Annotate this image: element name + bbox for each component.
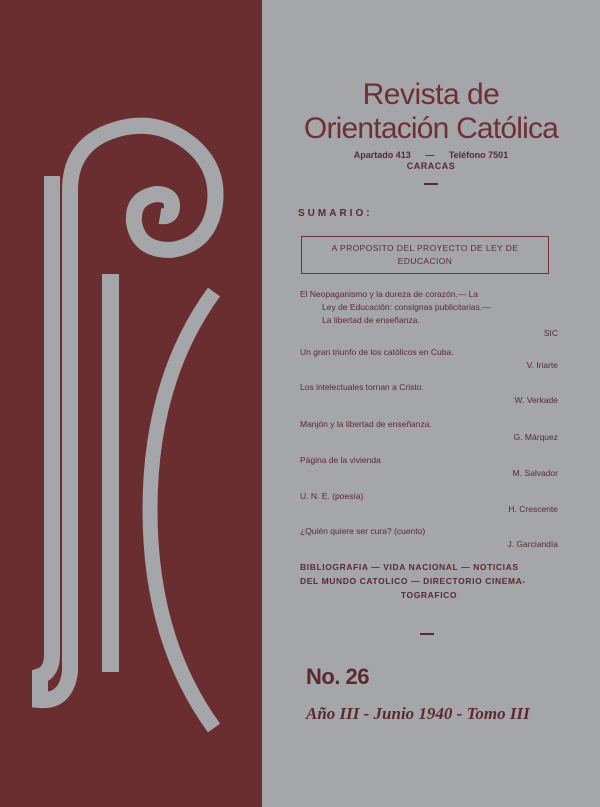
masthead [262,78,600,185]
list-item [300,454,558,480]
item-title: ¿Quién quiere ser cura? (cuento) [300,526,426,536]
featured-box [301,236,549,274]
sections-line: TOGRAFICO [400,590,458,600]
item-title: U. N. E. (poesía) [300,491,364,501]
issue-number: No. 26 [306,664,370,689]
contact-line [262,150,600,160]
item-line: El Neopaganismo y la dureza de corazón.— La [300,289,479,299]
item-author: J. Garciandía [507,539,558,549]
apartado: Apartado 413 [353,150,411,160]
list-item [300,490,558,516]
sections-list [300,560,558,602]
masthead-divider [424,183,438,185]
item-title: Los intelectuales tornan a Cristo. [300,382,424,392]
sumario-heading: SUMARIO: [298,208,373,219]
item-author: W. Verkade [514,395,558,405]
item-author: H. Crescente [508,504,558,514]
item-author: G. Márquez [513,432,558,442]
sections-line: BIBLIOGRAFIA — VIDA NACIONAL — NOTICIAS [300,562,519,572]
issue-date: Año III - Junio 1940 - Tomo III [306,704,530,723]
item-title: Manjón y la libertad de enseñanza. [300,419,432,429]
sic-crosier-logo [0,0,262,807]
title-line-1: Revista de [362,78,500,111]
list-item [300,381,558,407]
city: CARACAS [406,161,456,171]
list-item [300,346,558,372]
footer-divider [420,633,434,635]
title-line-2: Orientación Católica [303,112,559,145]
telefono: Teléfono 7501 [448,150,509,160]
item-title: Página de la vivienda [300,455,381,465]
featured-line-2: EDUCACION [397,256,453,266]
item-line: Ley de Educación: consignas publicitarias.— [322,302,491,312]
sections-line: DEL MUNDO CATOLICO — DIRECTORIO CINEMA- [300,576,526,586]
cover-band [0,0,262,807]
list-item [300,418,558,444]
featured-line-1: A PROPOSITO DEL PROYECTO DE LEY DE [331,243,519,253]
item-line: La libertad de enseñanza. [322,315,420,325]
item-author: V. Iriarte [526,360,558,370]
contact-separator: — [425,150,435,160]
item-author: SIC [543,328,558,338]
list-item [300,288,558,340]
item-author: M. Salvador [512,468,558,478]
list-item [300,525,558,551]
item-title: Un gran triunfo de los católicos en Cuba. [300,347,454,357]
